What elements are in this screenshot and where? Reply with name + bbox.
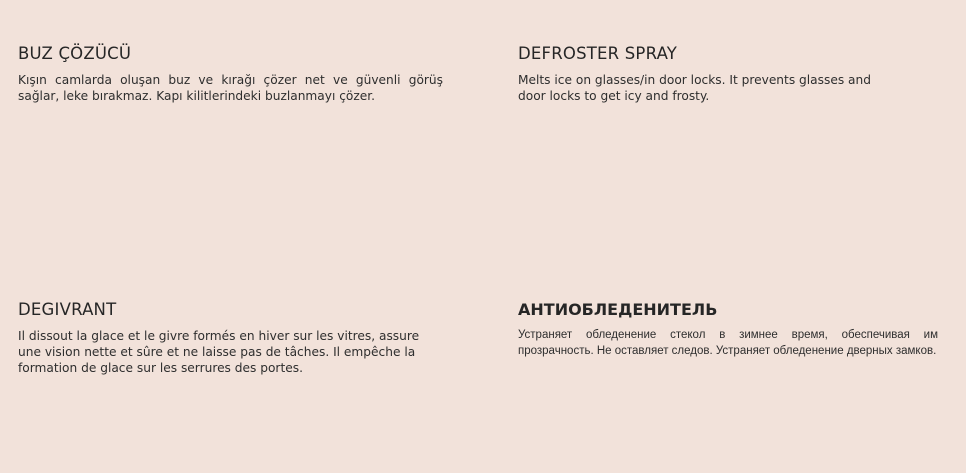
section-title: DEGIVRANT	[18, 300, 117, 319]
section-description: Melts ice on glasses/in door locks. It prevents glasses and door locks to get icy and frosty.	[518, 73, 871, 103]
section-title: DEFROSTER SPRAY	[518, 44, 678, 63]
section-russian	[518, 300, 943, 359]
section-description: Устраняет обледенение стекол в зимнее время, обеспечивая им прозрачность. Не оставляет следов. Устраняет обледенение дверных замков.	[518, 329, 938, 357]
section-description: Il dissout la glace et le givre formés en hiver sur les vitres, assure une vision nette et sûre et ne laisse pas de tâches. Il empêche la formation de glace sur les serrures des portes.	[18, 329, 420, 375]
section-title: BUZ ÇÖZÜCÜ	[18, 44, 132, 63]
section-title: АНТИОБЛЕДЕНИТЕЛЬ	[518, 300, 718, 319]
section-description: Kışın camlarda oluşan buz ve kırağı çözer net ve güvenli görüş sağlar, leke bırakmaz. Kapı kilitlerindeki buzlanmayı çözer.	[18, 73, 443, 103]
section-turkish	[18, 44, 443, 104]
section-english	[518, 44, 943, 104]
section-french	[18, 300, 443, 376]
